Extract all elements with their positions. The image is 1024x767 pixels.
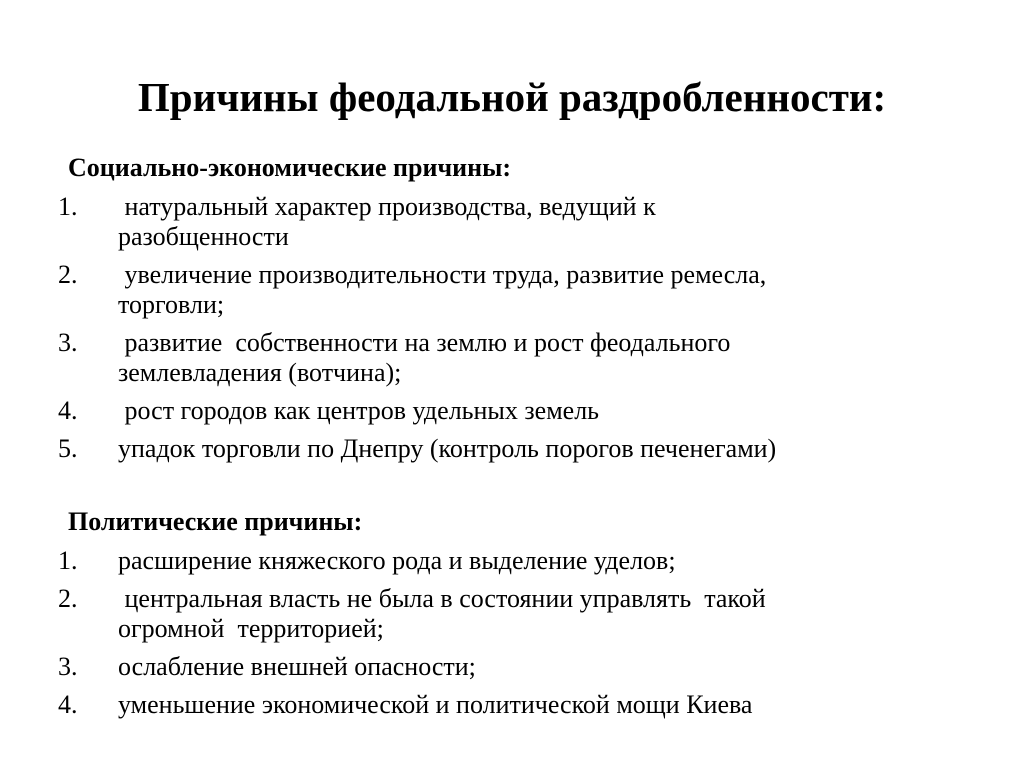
list-item-number: 3.	[58, 328, 78, 357]
list-item-text: увеличение производительности труда, развитие ремесла, торговли;	[118, 260, 767, 319]
list-item	[0, 584, 1000, 644]
political-causes-list	[0, 546, 1000, 728]
slide-title: Причины феодальной раздробленности:	[137, 74, 887, 120]
list-item-text: уменьшение экономической и политической мощи Киева	[118, 690, 753, 719]
list-item	[0, 546, 1000, 576]
list-item-number: 1.	[58, 192, 78, 221]
list-item	[0, 328, 1000, 388]
list-item-number: 1.	[58, 546, 78, 575]
list-item-text: центральная власть не была в состоянии управлять такой огромной территорией;	[118, 584, 766, 643]
list-item	[0, 652, 1000, 682]
list-item	[0, 690, 1000, 720]
section-heading-political: Политические причины:	[68, 507, 363, 536]
list-item-number: 2.	[58, 584, 78, 613]
socio-economic-causes-list	[0, 192, 1000, 472]
list-item	[0, 396, 1000, 426]
section-heading-socio-economic: Социально-экономические причины:	[68, 153, 512, 182]
list-item-number: 2.	[58, 260, 78, 289]
list-item-text: расширение княжеского рода и выделение уделов;	[118, 546, 676, 575]
list-item-text: упадок торговли по Днепру (контроль порогов печенегами)	[118, 434, 777, 463]
list-item-text: натуральный характер производства, ведущий к разобщенности	[118, 192, 656, 251]
list-item	[0, 434, 1000, 464]
list-item-number: 4.	[58, 690, 78, 719]
list-item	[0, 192, 1000, 252]
list-item-number: 5.	[58, 434, 78, 463]
list-item-number: 3.	[58, 652, 78, 681]
list-item-number: 4.	[58, 396, 78, 425]
list-item	[0, 260, 1000, 320]
list-item-text: ослабление внешней опасности;	[118, 652, 476, 681]
list-item-text: развитие собственности на землю и рост феодального землевладения (вотчина);	[118, 328, 731, 387]
list-item-text: рост городов как центров удельных земель	[118, 396, 600, 425]
